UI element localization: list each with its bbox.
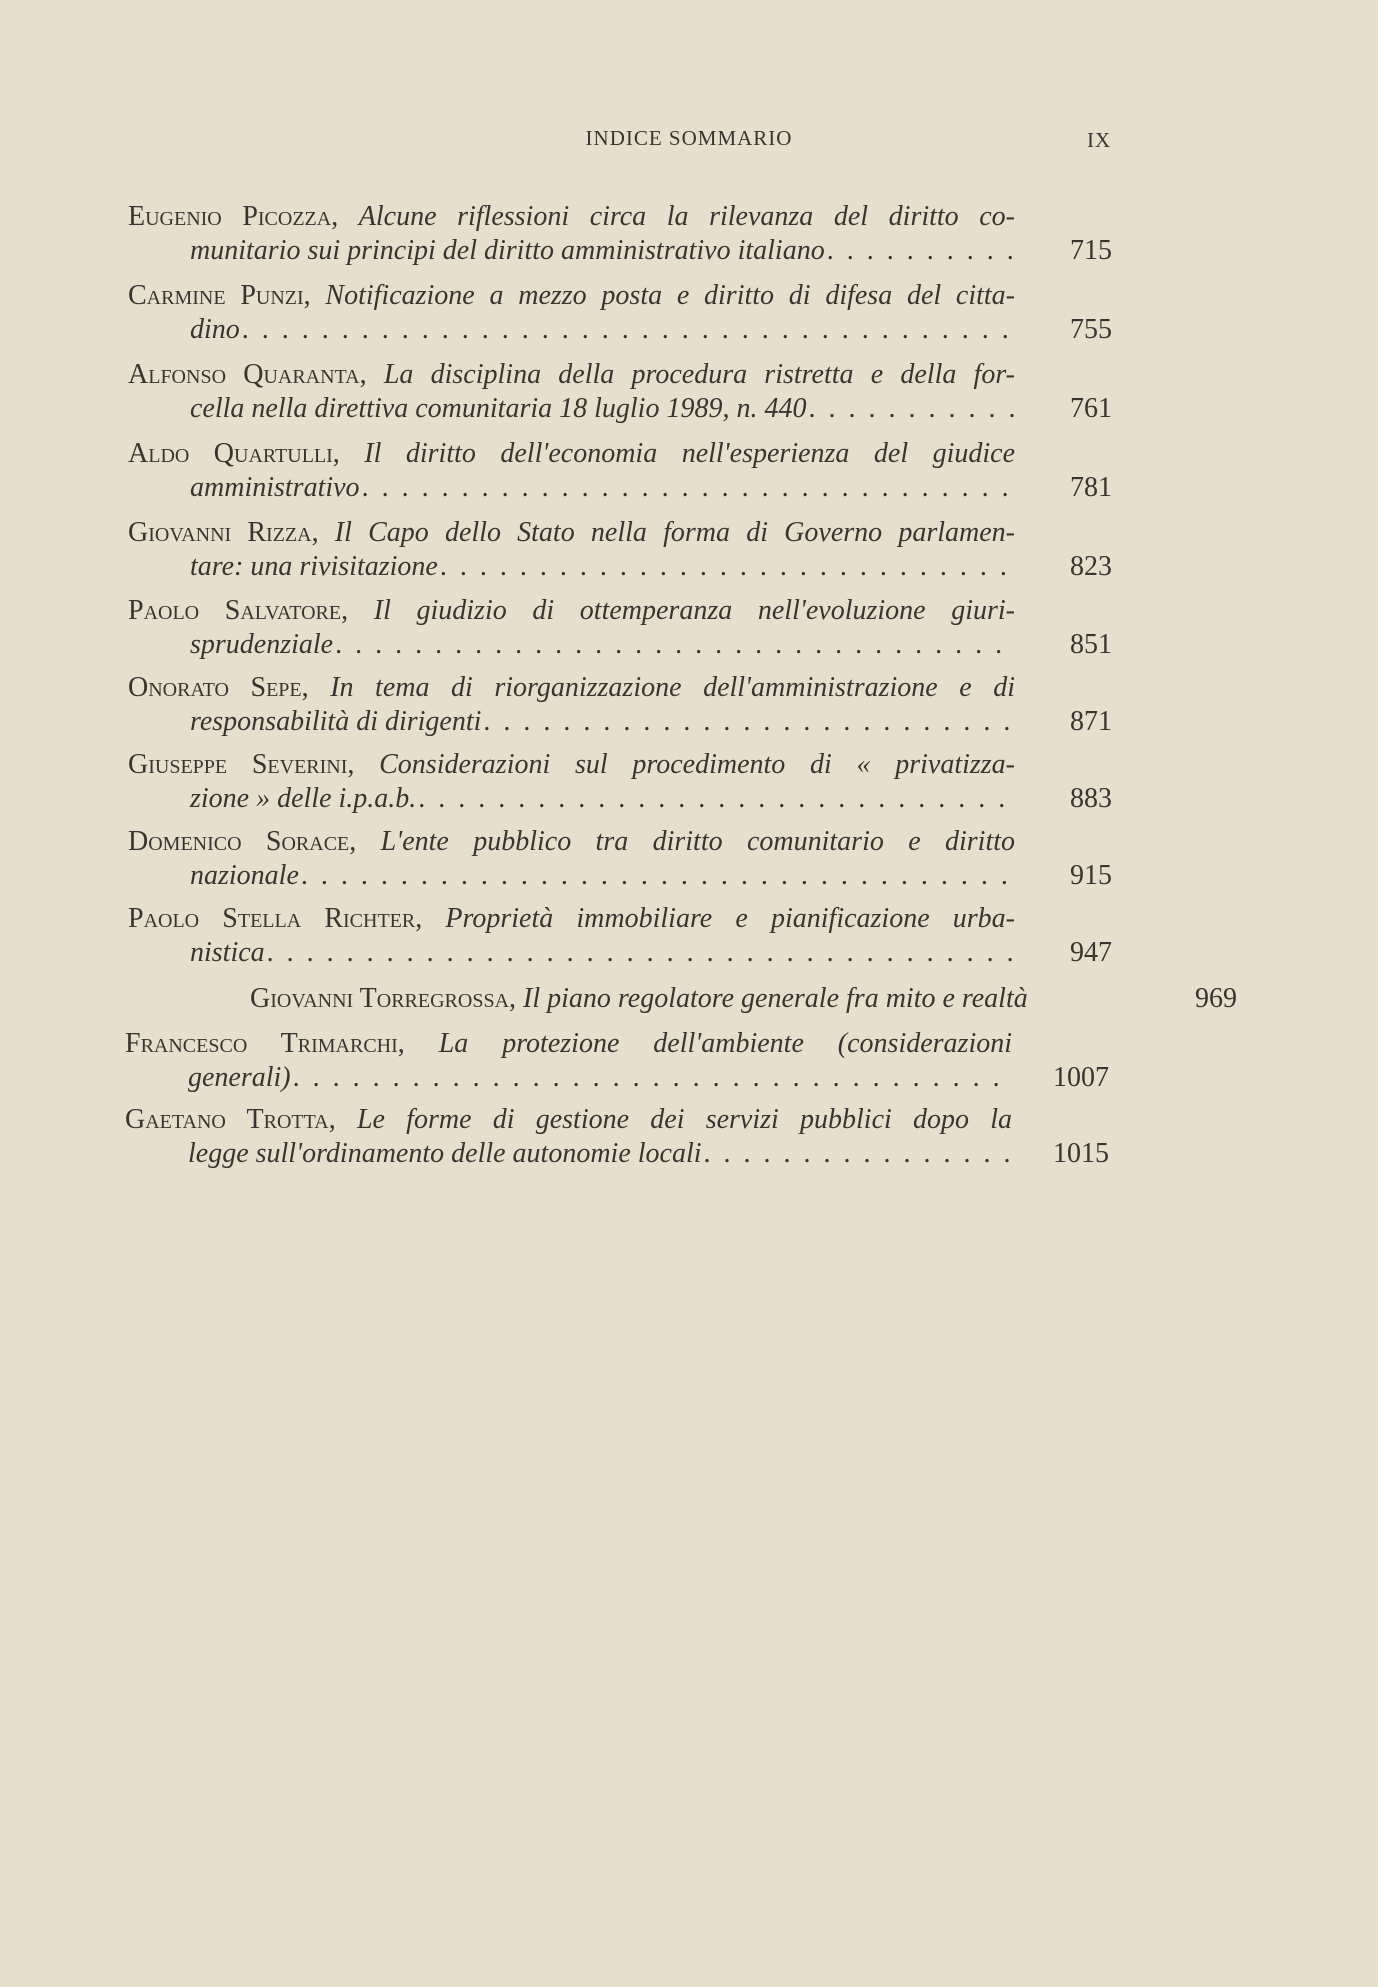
entry-page-number: 969 [1195, 983, 1237, 1014]
entry-author: Paolo Stella Richter, [128, 903, 423, 934]
entry-line-1 [250, 982, 1028, 1016]
entry-author: Carmine Punzi, [128, 280, 311, 311]
dot-leader [704, 1137, 1013, 1171]
entry-page-number: 883 [1070, 783, 1112, 814]
entry-author: Paolo Salvatore, [128, 595, 349, 626]
entry-line-1 [128, 358, 1015, 392]
entry-title-continuation: zione » delle i.p.a.b. [190, 783, 417, 814]
entry-line-2 [190, 313, 1015, 347]
entry-page-number: 755 [1070, 314, 1112, 345]
entry-title-continuation: responsabilità di dirigenti [190, 706, 482, 737]
entry-title: Proprietà immobiliare e pianificazione urba- [445, 903, 1016, 934]
entry-line-2 [190, 550, 1015, 584]
entry-title-continuation: nistica [190, 937, 265, 968]
entry-title-continuation: sprudenziale [190, 629, 334, 660]
entry-author: Alfonso Quaranta, [128, 359, 367, 390]
dot-leader [418, 782, 1015, 816]
entry-line-2 [190, 705, 1015, 739]
entry-page-number: 781 [1070, 472, 1112, 503]
entry-author: Onorato Sepe, [128, 672, 309, 703]
entry-line-2 [190, 936, 1015, 970]
entry-title-continuation: dino [190, 314, 240, 345]
entry-page-number: 871 [1070, 706, 1112, 737]
entry-line-1 [128, 200, 1015, 234]
entry-author: Giovanni Torregrossa, [250, 983, 517, 1014]
entry-line-1 [128, 437, 1015, 471]
entry-title-continuation: tare: una rivisitazione [190, 551, 438, 582]
entry-title: La disciplina della procedura ristretta e della for- [383, 359, 1015, 390]
entry-title: Notificazione a mezzo posta e diritto di difesa del citta- [325, 280, 1015, 311]
dot-leader [483, 705, 1015, 739]
dot-leader [267, 936, 1015, 970]
entry-title-continuation: nazionale [190, 860, 299, 891]
entry-title-continuation: amministrativo [190, 472, 360, 503]
entry-page-number: 947 [1070, 937, 1112, 968]
entry-page-number: 1007 [1053, 1062, 1109, 1093]
entry-title: Il Capo dello Stato nella forma di Governo parlamen- [334, 517, 1015, 548]
entry-title-continuation: cella nella direttiva comunitaria 18 luglio 1989, n. 440 [190, 393, 807, 424]
entry-author: Domenico Sorace, [128, 826, 357, 857]
entry-line-2 [190, 782, 1015, 816]
dot-leader [440, 550, 1015, 584]
entry-title: Le forme di gestione dei servizi pubblici dopo la [356, 1104, 1013, 1135]
page-folio: IX [1087, 128, 1112, 152]
entry-author: Aldo Quartulli, [128, 438, 340, 469]
dot-leader [293, 1061, 1013, 1095]
entry-line-2 [190, 471, 1015, 505]
entry-author: Giovanni Rizza, [128, 517, 319, 548]
entry-line-1 [128, 902, 1015, 936]
entry-title-continuation: munitario sui principi del diritto amministrativo italiano [190, 235, 825, 266]
entry-title: Il giudizio di ottemperanza nell'evoluzione giuri- [373, 595, 1015, 626]
entry-line-2 [190, 628, 1015, 662]
entry-title: Il piano regolatore generale fra mito e realtà [523, 983, 1028, 1014]
entry-line-1 [128, 671, 1015, 705]
entry-line-1 [128, 516, 1015, 550]
entry-page-number: 851 [1070, 629, 1112, 660]
entry-line-1 [125, 1027, 1012, 1061]
entry-line-1 [128, 748, 1015, 782]
running-title: INDICE SOMMARIO [585, 126, 793, 150]
entry-line-1 [125, 1103, 1012, 1137]
entry-title-continuation: generali) [188, 1062, 291, 1093]
entry-line-2 [190, 859, 1015, 893]
dot-leader [242, 313, 1015, 347]
entry-title: L'ente pubblico tra diritto comunitario e diritto [380, 826, 1016, 857]
entry-author: Eugenio Picozza, [128, 201, 339, 232]
entry-line-2 [190, 392, 1015, 426]
dot-leader [335, 628, 1015, 662]
entry-line-1 [128, 825, 1015, 859]
entry-line-2 [190, 234, 1015, 268]
entry-page-number: 715 [1070, 235, 1112, 266]
dot-leader [808, 392, 1015, 426]
dot-leader [827, 234, 1015, 268]
entry-page-number: 915 [1070, 860, 1112, 891]
entry-author: Giuseppe Severini, [128, 749, 355, 780]
entry-title: La protezione dell'ambiente (considerazioni [438, 1028, 1013, 1059]
entry-page-number: 823 [1070, 551, 1112, 582]
entry-page-number: 761 [1070, 393, 1112, 424]
dot-leader [301, 859, 1015, 893]
entry-title: Il diritto dell'economia nell'esperienza del giudice [364, 438, 1016, 469]
entry-page-number: 1015 [1053, 1138, 1109, 1169]
entry-title: In tema di riorganizzazione dell'amministrazione e di [330, 672, 1015, 703]
entry-line-2 [188, 1061, 1013, 1095]
entry-title-continuation: legge sull'ordinamento delle autonomie locali [188, 1138, 702, 1169]
entry-author: Francesco Trimarchi, [125, 1028, 405, 1059]
entry-line-2 [188, 1137, 1013, 1171]
entry-line-1 [128, 279, 1015, 313]
entry-title: Alcune riflessioni circa la rilevanza del diritto co- [358, 201, 1015, 232]
dot-leader [362, 471, 1015, 505]
entry-title: Considerazioni sul procedimento di « privatizza- [379, 749, 1015, 780]
entry-line-1 [128, 594, 1015, 628]
entry-author: Gaetano Trotta, [125, 1104, 336, 1135]
